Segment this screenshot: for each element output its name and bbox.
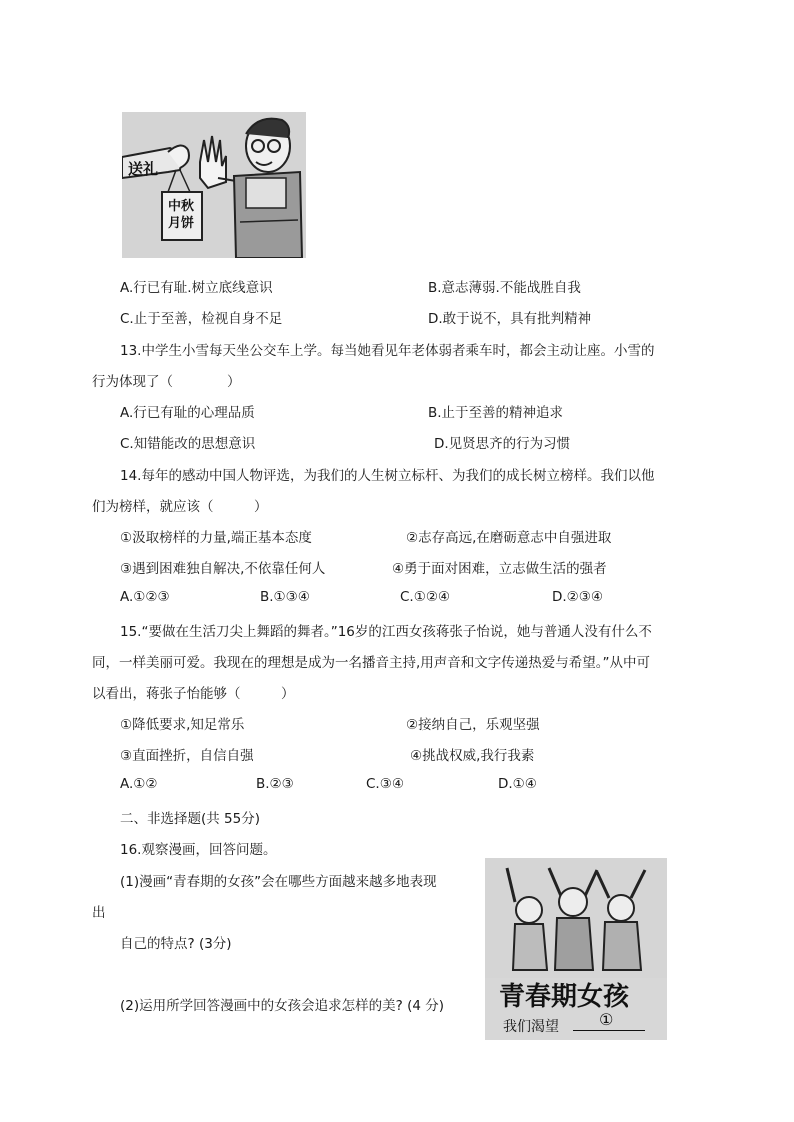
q13-option-b[interactable]: B.止于至善的精神追求 [428,405,564,421]
cartoon-caption: 我们渴望 [503,1019,559,1035]
q14-statement-1: ①汲取榜样的力量,端正基本态度 [120,530,312,546]
cartoon-title: 青春期女孩 [499,982,630,1012]
q15-stem-line1: 15.“要做在生活刀尖上舞蹈的舞者。”16岁的江西女孩蒋张子怡说，她与普通人没有什么不 [120,624,652,640]
q14-statement-2: ②志存高远,在磨砺意志中自强进取 [406,530,612,546]
q15-statement-2: ②接纳自己，乐观坚强 [406,717,540,733]
q14-option-d[interactable]: D.②③④ [552,589,603,605]
girls-drawing [485,858,667,978]
q13-option-a[interactable]: A.行已有耻的心理品质 [120,405,255,421]
q14-statement-4: ④勇于面对困难，立志做生活的强者 [392,561,607,577]
cartoon-blank-mark: ① [599,1010,614,1029]
q13-stem-line2: 行为体现了（ ） [92,374,241,390]
q15-option-a[interactable]: A.①② [120,776,158,792]
q12-option-b[interactable]: B.意志薄弱.不能战胜自我 [428,280,581,296]
q16-stem: 16.观察漫画，回答问题。 [120,842,277,858]
q16-sub1-line3: 自己的特点? (3分) [120,936,232,952]
q14-stem-line1: 14.每年的感动中国人物评选，为我们的人生树立标杆、为我们的成长树立榜样。我们以他 [120,468,655,484]
q14-statement-3: ③遇到困难独自解决,不依靠任何人 [120,561,326,577]
q12-option-a[interactable]: A.行已有耻.树立底线意识 [120,280,273,296]
q13-stem-line1: 13.中学生小雪每天坐公交车上学。每当她看见年老体弱者乘车时，都会主动让座。小雪的 [120,343,655,359]
q14-option-a[interactable]: A.①②③ [120,589,170,605]
q14-stem-line2: 们为榜样，就应该（ ） [92,499,268,515]
q12-option-c[interactable]: C.止于至善，检视自身不足 [120,311,283,327]
q13-option-d[interactable]: D.见贤思齐的行为习惯 [434,436,571,452]
q15-option-d[interactable]: D.①④ [498,776,537,792]
q16-sub2: (2)运用所学回答漫画中的女孩会追求怎样的美? (4 分) [120,998,444,1014]
q15-option-c[interactable]: C.③④ [366,776,404,792]
q15-statement-1: ①降低要求,知足常乐 [120,717,245,733]
cartoon-drawing [122,112,306,258]
q15-statement-3: ③直面挫折，自信自强 [120,748,254,764]
q15-stem-line3: 以看出，蒋张子怡能够（ ） [92,686,295,702]
q16-sub1-line1: (1)漫画“青春期的女孩”会在哪些方面越来越多地表现 [120,874,437,890]
q14-option-b[interactable]: B.①③④ [260,589,310,605]
q12-option-d[interactable]: D.敢于说不，具有批判精神 [428,311,592,327]
bribe-refusal-cartoon [122,112,306,258]
section2-heading: 二、非选择题(共 55分) [120,811,261,827]
q15-statement-4: ④挑战权威,我行我素 [410,748,535,764]
cartoon-sign-text: 送礼 [128,160,159,178]
adolescent-girls-cartoon [485,858,667,1040]
cartoon-blank-line [573,1030,645,1031]
q15-option-b[interactable]: B.②③ [256,776,294,792]
q16-sub1-line2: 出 [92,905,106,921]
cartoon-bag-text: 中秋月饼 [167,199,194,231]
q15-stem-line2: 同，一样美丽可爱。我现在的理想是成为一名播音主持,用声音和文字传递热爱与希望。”从中可 [92,655,651,671]
q13-option-c[interactable]: C.知错能改的思想意识 [120,436,256,452]
q14-option-c[interactable]: C.①②④ [400,589,451,605]
